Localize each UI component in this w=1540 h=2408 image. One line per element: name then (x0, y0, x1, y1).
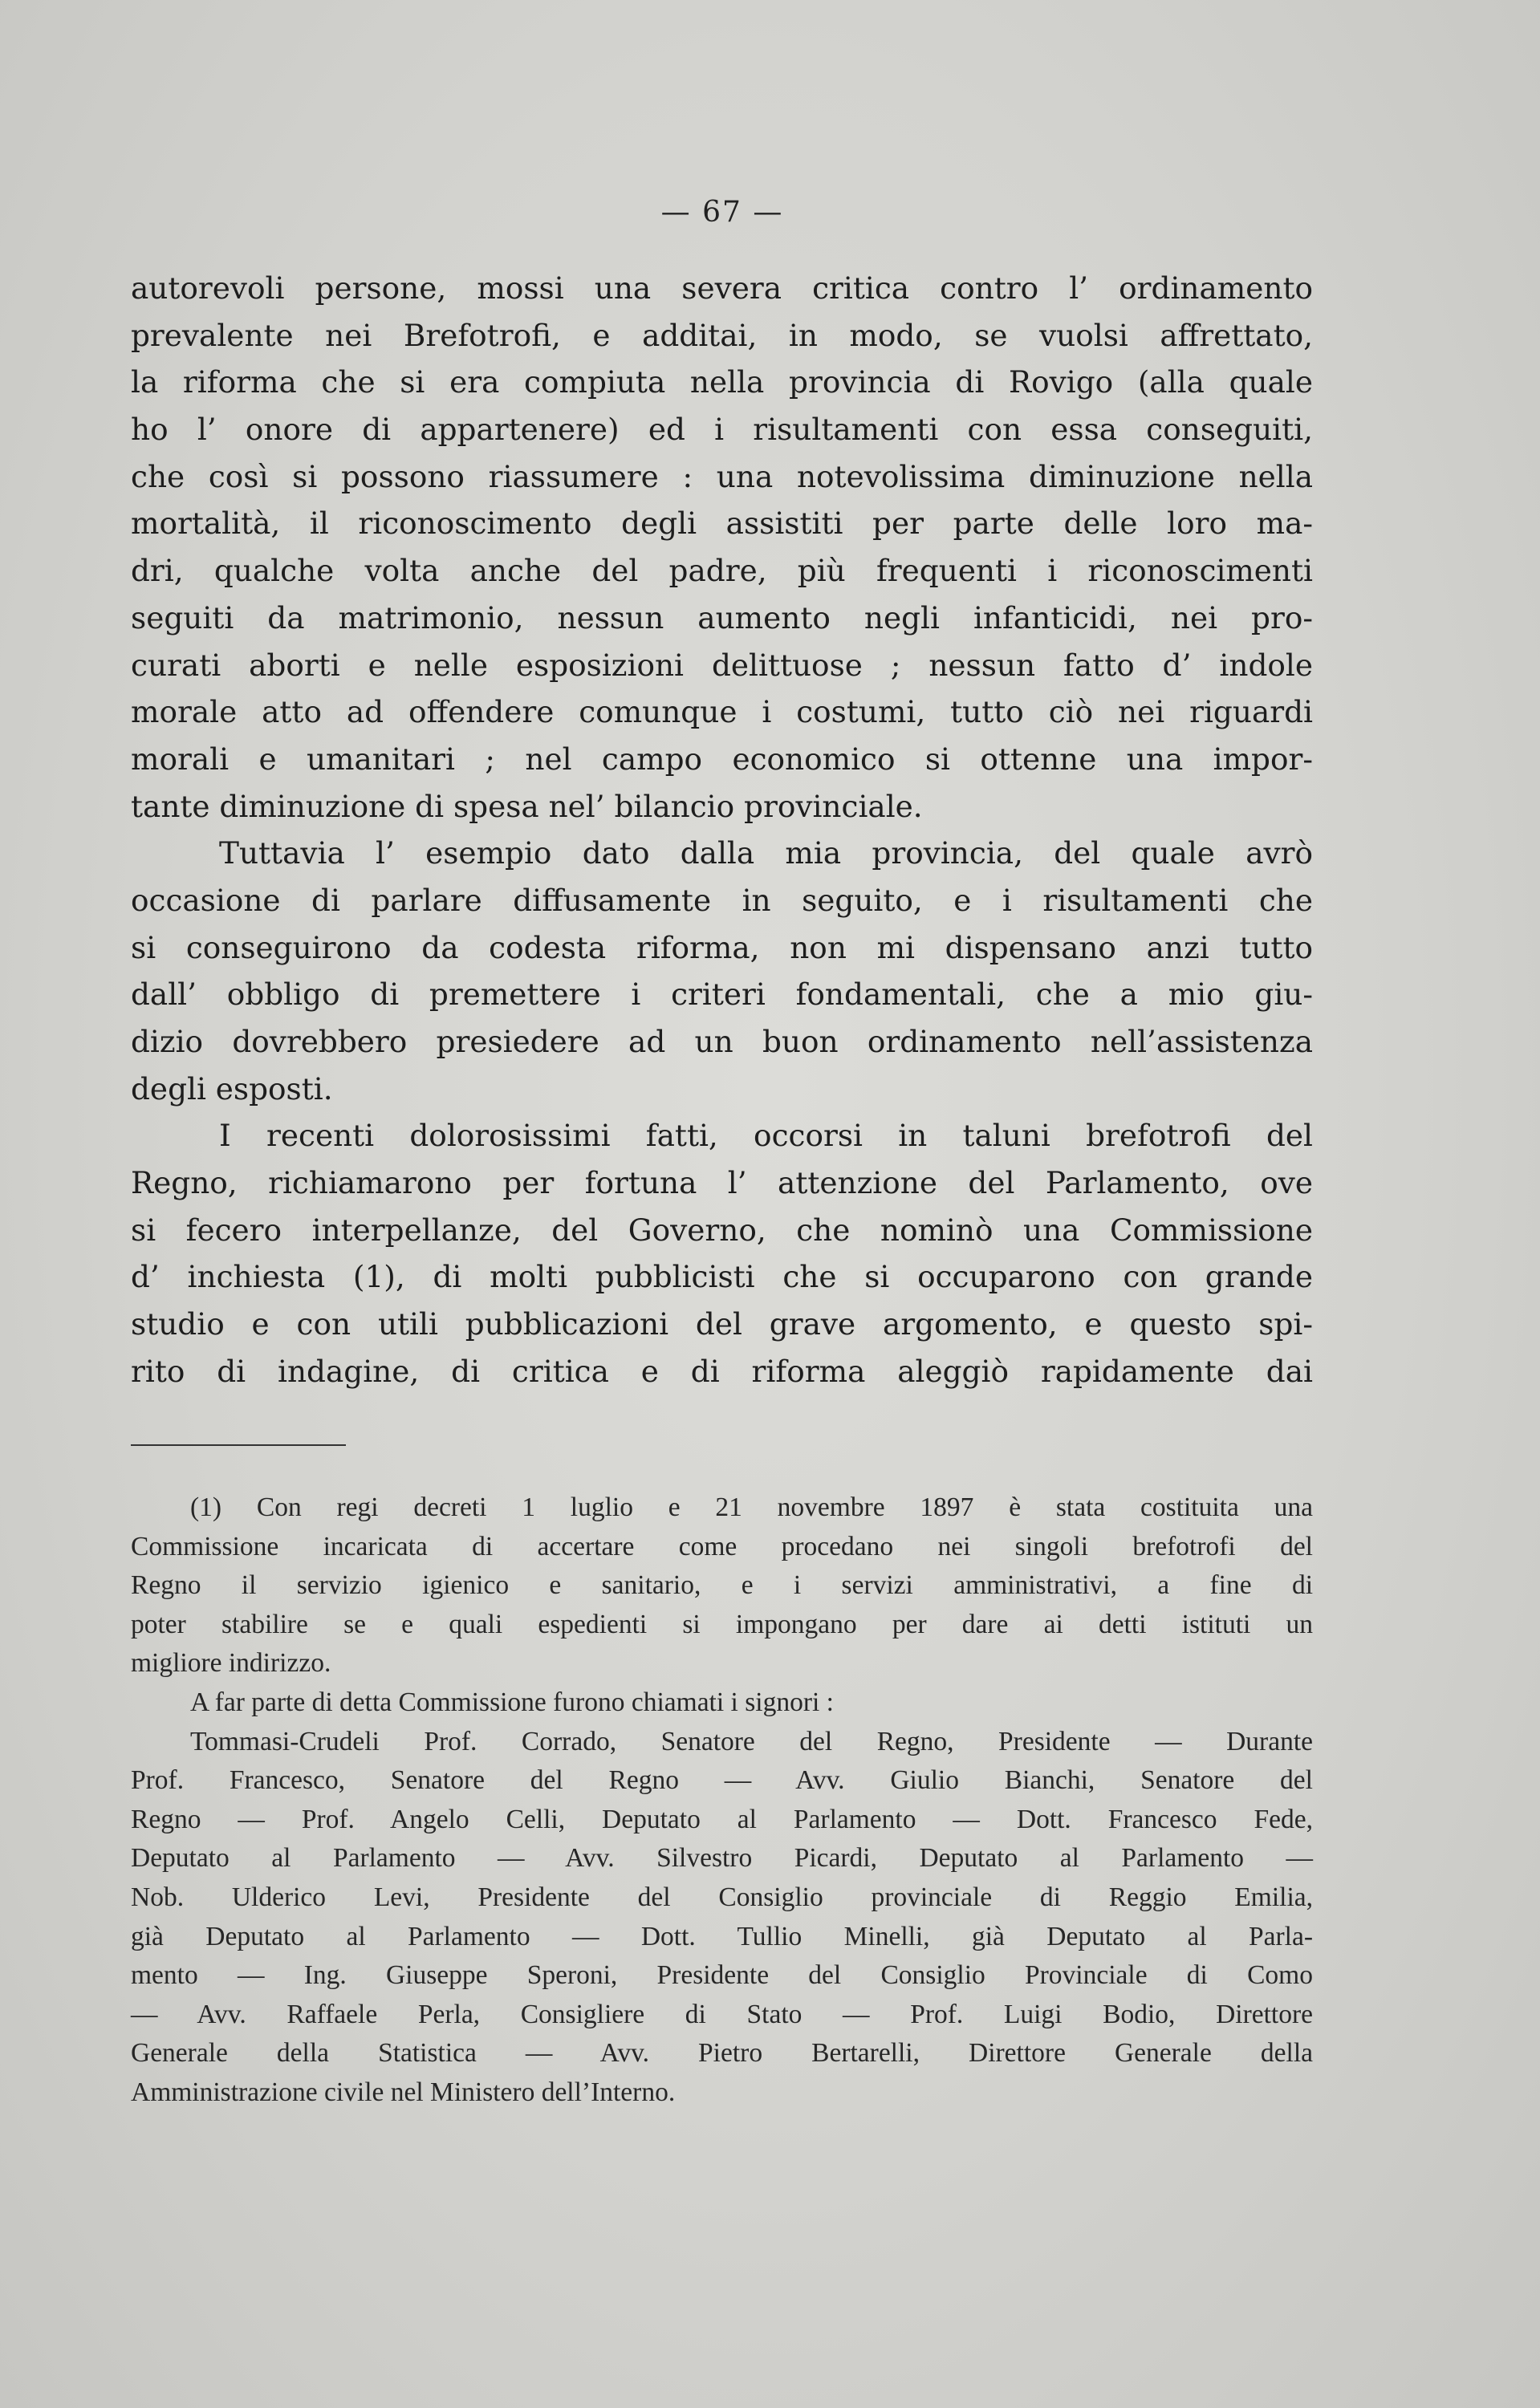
text-line: curati aborti e nelle esposizioni delittuose ; nessun fatto d’ indole (131, 647, 1313, 683)
text-line: studio e con utili pubblicazioni del grave argomento, e questo spi- (131, 1306, 1313, 1342)
page-number: — 67 — (660, 196, 784, 229)
footnote-line: Deputato al Parlamento — Avv. Silvestro Picardi, Deputato al Parlamento — (131, 1843, 1313, 1874)
text-line: degli esposti. (131, 1070, 333, 1107)
footnote (131, 1488, 1313, 2113)
footnote-line: mento — Ing. Giuseppe Speroni, Presidente del Consiglio Provinciale di Como (131, 1960, 1313, 1991)
text-line: si fecero interpellanze, del Governo, che nominò una Commissione (131, 1212, 1313, 1248)
footnote-line: già Deputato al Parlamento — Dott. Tullio Minelli, già Deputato al Parla- (131, 1921, 1313, 1951)
text-line: seguiti da matrimonio, nessun aumento negli infanticidi, nei pro- (131, 599, 1313, 636)
footnote-line: Generale della Statistica — Avv. Pietro Bertarelli, Direttore Generale della (131, 2038, 1313, 2069)
footnote-line: Regno — Prof. Angelo Celli, Deputato al Parlamento — Dott. Francesco Fede, (131, 1804, 1313, 1834)
text-line: dizio dovrebbero presiedere ad un buon ordinamento nell’assistenza (131, 1024, 1313, 1059)
footnote-line: migliore indirizzo. (131, 1648, 331, 1679)
text-line: prevalente nei Brefotrofi, e additai, in modo, se vuolsi affrettato, (131, 317, 1313, 353)
text-line: la riforma che si era compiuta nella provincia di Rovigo (alla quale (131, 364, 1313, 400)
footnote-line: — Avv. Raffaele Perla, Consigliere di Stato — Prof. Luigi Bodio, Direttore (131, 1999, 1313, 2029)
footnote-line: Commissione incaricata di accertare come procedano nei singoli brefotrofi del (131, 1531, 1313, 1561)
footnote-line: Nob. Ulderico Levi, Presidente del Consiglio provinciale di Reggio Emilia, (131, 1882, 1313, 1912)
text-line: ho l’ onore di appartenere) ed i risultamenti con essa conseguiti, (131, 412, 1313, 448)
text-line: morali e umanitari ; nel campo economico si ottenne una impor- (131, 741, 1313, 777)
text-line: rito di indagine, di critica e di riforma aleggiò rapidamente dai (131, 1353, 1313, 1389)
footnote-line: Tommasi-Crudeli Prof. Corrado, Senatore del Regno, Presidente — Durante (190, 1726, 1313, 1756)
text-line: I recenti dolorosissimi fatti, occorsi in taluni brefotrofi del (219, 1118, 1313, 1154)
text-line: dri, qualche volta anche del padre, più frequenti i riconoscimenti (131, 553, 1313, 589)
main-text (131, 265, 1313, 1395)
text-line: Regno, richiamarono per fortuna l’ attenzione del Parlamento, ove (131, 1165, 1313, 1201)
footnote-line: Amministrazione civile nel Ministero dell’Interno. (131, 2077, 676, 2107)
text-line: d’ inchiesta (1), di molti pubblicisti che si occuparono con grande (131, 1259, 1313, 1295)
text-line: che così si possono riassumere : una notevolissima diminuzione nella (131, 458, 1313, 494)
footnote-line: poter stabilire se e quali espedienti si impongano per dare ai detti istituti un (131, 1609, 1313, 1639)
footnote-line: (1) Con regi decreti 1 luglio e 21 novembre 1897 è stata costituita una (190, 1492, 1313, 1522)
text-line: Tuttavia l’ esempio dato dalla mia provincia, del quale avrò (219, 835, 1313, 871)
footnote-line: A far parte di detta Commissione furono chiamati i signori : (190, 1687, 834, 1717)
text-line: si conseguirono da codesta riforma, non mi dispensano anzi tutto (131, 929, 1313, 965)
text-line: dall’ obbligo di premettere i criteri fondamentali, che a mio giu- (131, 977, 1313, 1013)
text-line: occasione di parlare diffusamente in seguito, e i risultamenti che (131, 882, 1313, 918)
footnote-line: Regno il servizio igienico e sanitario, e i servizi amministrativi, a fine di (131, 1570, 1313, 1601)
text-line: mortalità, il riconoscimento degli assistiti per parte delle loro ma- (131, 506, 1313, 542)
footnote-divider (131, 1444, 346, 1446)
text-line: morale atto ad offendere comunque i costumi, tutto ciò nei riguardi (131, 694, 1313, 730)
text-line: autorevoli persone, mossi una severa critica contro l’ ordinamento (131, 270, 1313, 306)
footnote-line: Prof. Francesco, Senatore del Regno — Avv. Giulio Bianchi, Senatore del (131, 1765, 1313, 1796)
text-line: tante diminuzione di spesa nel’ bilancio provinciale. (131, 788, 923, 824)
